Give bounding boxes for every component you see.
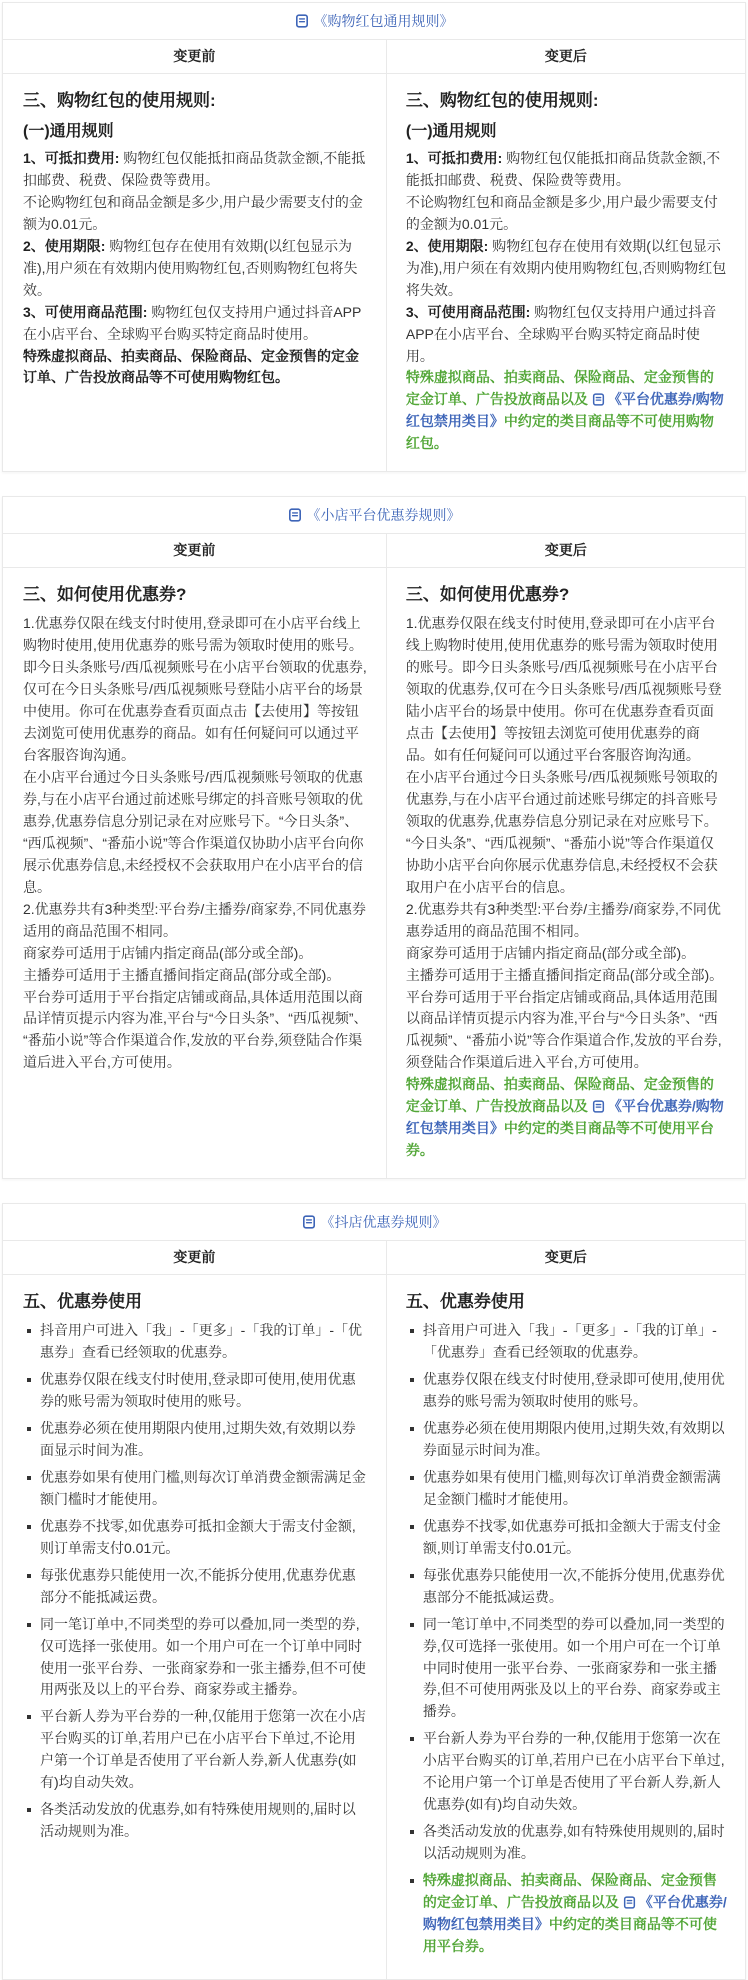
list-item: 同一笔订单中,不同类型的券可以叠加,同一类型的券,仅可选择一张使用。如一个用户可在一个订单中同时使用一张平台券、一张商家券和一张主播券,但不可使用两张及以上的平台券、商家券或主播券。 (408, 1614, 727, 1724)
column-header-before: 变更前 (173, 48, 216, 64)
before-cell (3, 568, 386, 1178)
rules-table-doudian-coupon (2, 1203, 746, 1980)
paragraph: 2.优惠券共有3种类型:平台券/主播券/商家券,不同优惠券适用的商品范围不相同。 (405, 900, 721, 939)
disabled-category-link[interactable]: 《平台优惠券/购物红包禁用类目》 (422, 1894, 727, 1933)
comparison-body (3, 1275, 745, 1979)
paragraph: 平台券可适用于平台指定店铺或商品,具体适用范围以商品详情页提示内容为准,平台与“今日头条”、“西瓜视频”、“番茄小说”等合作渠道合作,发放的平台券,须登陆合作渠道后进入平台,方可使用。 (23, 988, 368, 1071)
section-heading: 三、购物红包的使用规则: (23, 91, 216, 110)
paragraph: 1.优惠券仅限在线支付时使用,登录即可在小店平台线上购物时使用,使用优惠券的账号需为领取时使用的账号。即今日头条账号/西瓜视频账号在小店平台领取的优惠券,仅可在今日头条账号/西瓜视频账号登陆小店平台的场景中使用。你可在优惠券查看页面点击【去使用】等按钮去浏览可使用优惠券的商品。如有任何疑问可以通过平台客服咨询沟通。 (405, 615, 722, 763)
section-heading: 五、优惠券使用 (23, 1292, 142, 1312)
column-headers (3, 1241, 745, 1275)
before-cell (3, 1275, 386, 1979)
coupon-usage-list (406, 1320, 727, 1958)
section-heading: 三、购物红包的使用规则: (405, 91, 599, 110)
column-headers (3, 40, 745, 74)
rule-doc-link[interactable]: 《购物红包通用规则》 (313, 13, 454, 29)
paragraph: 主播券可适用于主播直播间指定商品(部分或全部)。 (405, 966, 724, 983)
rule-title-row (3, 497, 745, 534)
list-item: 优惠券不找零,如优惠券可抵扣金额大于需支付金额,则订单需支付0.01元。 (408, 1516, 727, 1560)
before-cell (3, 74, 386, 471)
list-item: 每张优惠券只能使用一次,不能拆分使用,优惠券优惠部分不能抵减运费。 (408, 1565, 727, 1609)
after-cell (386, 568, 745, 1178)
rules-table-shop-platform-coupon (2, 496, 746, 1179)
list-item: 抖音用户可进入「我」-「更多」-「我的订单」-「优惠券」查看已经领取的优惠券。 (408, 1320, 727, 1364)
paragraph: 2、使用期限: 购物红包存在使用有效期(以红包显示为准),用户须在有效期内使用购物红包,否则购物红包将失效。 (23, 237, 358, 298)
list-item: 优惠券如果有使用门槛,则每次订单消费金额需满足金额门槛时才能使用。 (408, 1467, 727, 1511)
list-item: 各类活动发放的优惠券,如有特殊使用规则的,届时以活动规则为准。 (25, 1799, 368, 1843)
list-item: 同一笔订单中,不同类型的券可以叠加,同一类型的券,仅可选择一张使用。如一个用户可在一个订单中同时使用一张平台券、一张商家券和一张主播券,但不可使用两张及以上的平台券、商家券或主播券。 (25, 1614, 368, 1702)
rule-doc-link[interactable]: 《抖店优惠券规则》 (320, 1214, 447, 1231)
disabled-category-link[interactable]: 《平台优惠券/购物红包禁用类目》 (405, 1098, 724, 1137)
list-item: 优惠券仅限在线支付时使用,登录即可使用,使用优惠券的账号需为领取时使用的账号。 (25, 1369, 368, 1413)
list-item: 优惠券如果有使用门槛,则每次订单消费金额需满足金额门槛时才能使用。 (25, 1467, 368, 1511)
section-subheading: (一)通用规则 (405, 122, 497, 140)
section-subheading: (一)通用规则 (23, 122, 114, 140)
list-item: 优惠券必须在使用期限内使用,过期失效,有效期以券面显示时间为准。 (25, 1418, 368, 1462)
paragraph: 主播券可适用于主播直播间指定商品(部分或全部)。 (23, 966, 341, 983)
column-header-before: 变更前 (173, 1249, 216, 1266)
disabled-category-link[interactable]: 《平台优惠券/购物红包禁用类目》 (405, 391, 724, 430)
paragraph: 1.优惠券仅限在线支付时使用,登录即可在小店平台线上购物时使用,使用优惠券的账号需为领取时使用的账号。即今日头条账号/西瓜视频账号在小店平台领取的优惠券,仅可在今日头条账号/西瓜视频账号登陆小店平台的场景中使用。你可在优惠券查看页面点击【去使用】等按钮去浏览可使用优惠券的商品。如有任何疑问可以通过平台客服咨询沟通。 (23, 615, 367, 763)
after-cell (386, 74, 745, 471)
restricted-goods-paragraph-highlighted: 特殊虚拟商品、拍卖商品、保险商品、定金预售的定金订单、广告投放商品以及 《平台优惠券/购物红包禁用类目》中约定的类目商品等不可使用购物红包。 (405, 369, 724, 452)
paragraph: 3、可使用商品范围: 购物红包仅支持用户通过抖音APP在小店平台、全球购平台购买特定商品时使用。 (23, 303, 362, 342)
paragraph: 不论购物红包和商品金额是多少,用户最少需要支付的金额为0.01元。 (23, 193, 363, 232)
document-icon (623, 1896, 636, 1909)
rule-title-row (3, 3, 745, 40)
paragraph: 商家券可适用于店铺内指定商品(部分或全部)。 (405, 944, 696, 961)
list-item: 抖音用户可进入「我」-「更多」-「我的订单」-「优惠券」查看已经领取的优惠券。 (25, 1320, 368, 1364)
column-header-after: 变更后 (386, 40, 745, 73)
document-icon (592, 393, 605, 406)
paragraph: 平台券可适用于平台指定店铺或商品,具体适用范围以商品详情页提示内容为准,平台与“今日头条”、“西瓜视频”、“番茄小说”等合作渠道合作,发放的平台券,须登陆合作渠道后进入平台,方可使用。 (405, 988, 722, 1071)
coupon-usage-list (23, 1320, 368, 1843)
section-heading: 五、优惠券使用 (405, 1292, 525, 1312)
list-item: 平台新人券为平台券的一种,仅能用于您第一次在小店平台购买的订单,若用户已在小店平台下单过,不论用户第一个订单是否使用了平台新人券,新人优惠券(如有)均自动失效。 (25, 1706, 368, 1794)
document-icon (288, 508, 302, 522)
list-item: 平台新人券为平台券的一种,仅能用于您第一次在小店平台购买的订单,若用户已在小店平台下单过,不论用户第一个订单是否使用了平台新人券,新人优惠券(如有)均自动失效。 (408, 1728, 727, 1816)
list-item-restricted-goods-highlighted: 特殊虚拟商品、拍卖商品、保险商品、定金预售的定金订单、广告投放商品以及 《平台优惠券/购物红包禁用类目》中约定的类目商品等不可使用平台券。 (408, 1870, 727, 1958)
paragraph: 商家券可适用于店铺内指定商品(部分或全部)。 (23, 944, 313, 961)
rule-title-row (3, 1204, 745, 1241)
rules-table-shopping-redpacket (2, 2, 746, 472)
list-item: 优惠券不找零,如优惠券可抵扣金额大于需支付金额,则订单需支付0.01元。 (25, 1516, 368, 1560)
restricted-goods-paragraph-highlighted: 特殊虚拟商品、拍卖商品、保险商品、定金预售的定金订单、广告投放商品以及 《平台优惠券/购物红包禁用类目》中约定的类目商品等不可使用平台券。 (405, 1076, 724, 1159)
column-header-after: 变更后 (386, 1241, 745, 1274)
column-header-after: 变更后 (386, 534, 745, 567)
paragraph: 2、使用期限: 购物红包存在使用有效期(以红包显示为准),用户须在有效期内使用购物红包,否则购物红包将失效。 (405, 237, 727, 298)
restricted-goods-paragraph: 特殊虚拟商品、拍卖商品、保险商品、定金预售的定金订单、广告投放商品等不可使用购物红包。 (23, 347, 359, 386)
document-icon (592, 1100, 605, 1113)
list-item: 各类活动发放的优惠券,如有特殊使用规则的,届时以活动规则为准。 (408, 1821, 727, 1865)
list-item: 每张优惠券只能使用一次,不能拆分使用,优惠券优惠部分不能抵减运费。 (25, 1565, 368, 1609)
paragraph: 3、可使用商品范围: 购物红包仅支持用户通过抖音APP在小店平台、全球购平台购买特定商品时使用。 (405, 303, 717, 364)
document-icon (295, 14, 309, 28)
comparison-body (3, 568, 745, 1178)
paragraph: 1、可抵扣费用: 购物红包仅能抵扣商品货款金额,不能抵扣邮费、税费、保险费等费用。 (23, 149, 366, 188)
paragraph: 1、可抵扣费用: 购物红包仅能抵扣商品货款金额,不能抵扣邮费、税费、保险费等费用。 (405, 149, 721, 188)
paragraph: 不论购物红包和商品金额是多少,用户最少需要支付的金额为0.01元。 (405, 193, 718, 232)
after-cell (386, 1275, 745, 1979)
column-header-before: 变更前 (173, 542, 216, 559)
document-icon (302, 1215, 316, 1229)
column-headers (3, 534, 745, 568)
paragraph: 2.优惠券共有3种类型:平台券/主播券/商家券,不同优惠券适用的商品范围不相同。 (23, 900, 367, 939)
section-heading: 三、如何使用优惠券? (23, 585, 187, 605)
comparison-body (3, 74, 745, 471)
rule-doc-link[interactable]: 《小店平台优惠券规则》 (306, 507, 461, 524)
paragraph: 在小店平台通过今日头条账号/西瓜视频账号领取的优惠券,与在小店平台通过前述账号绑定的抖音账号领取的优惠券,优惠券信息分别记录在对应账号下。“今日头条”、“西瓜视频”、“番茄小说”等合作渠道仅协助小店平台向你展示优惠券信息,未经授权不会获取用户在小店平台的信息。 (405, 768, 718, 895)
section-heading: 三、如何使用优惠券? (405, 585, 570, 605)
list-item: 优惠券仅限在线支付时使用,登录即可使用,使用优惠券的账号需为领取时使用的账号。 (408, 1369, 727, 1413)
list-item: 优惠券必须在使用期限内使用,过期失效,有效期以券面显示时间为准。 (408, 1418, 727, 1462)
paragraph: 在小店平台通过今日头条账号/西瓜视频账号领取的优惠券,与在小店平台通过前述账号绑定的抖音账号领取的优惠券,优惠券信息分别记录在对应账号下。“今日头条”、“西瓜视频”、“番茄小说”等合作渠道仅协助小店平台向你展示优惠券信息,未经授权不会获取用户在小店平台的信息。 (23, 768, 364, 895)
